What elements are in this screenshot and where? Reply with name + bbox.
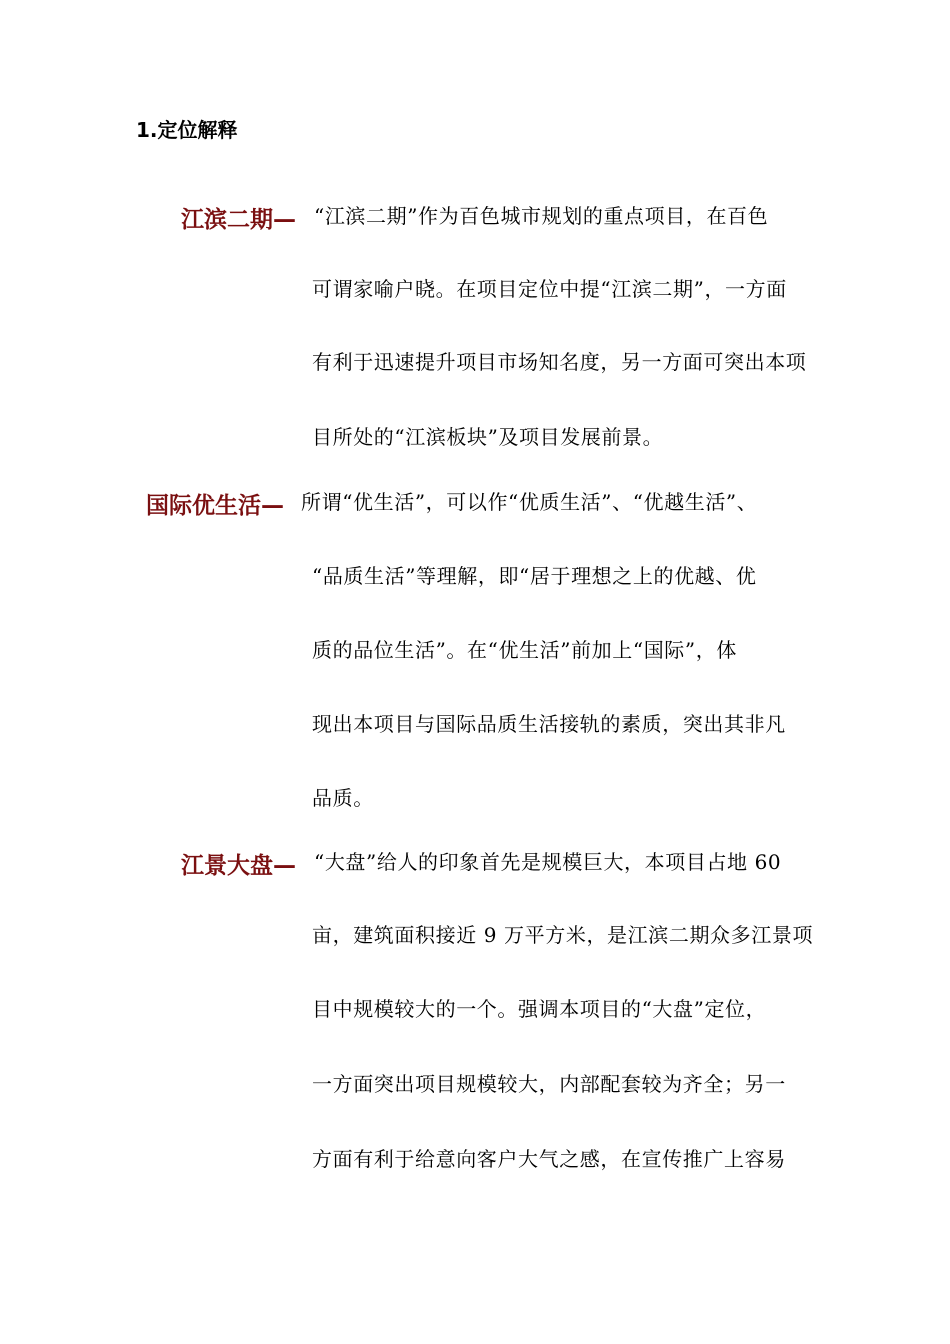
entry-2-line-2: “品质生活”等理解，即“居于理想之上的优越、优 xyxy=(312,564,757,588)
entry-1-line-3: 有利于迅速提升项目市场知名度，另一方面可突出本项 xyxy=(312,350,807,374)
term-guoji-youshenghuo: 国际优生活— xyxy=(146,493,284,519)
entry-1-line-4: 目所处的“江滨板块”及项目发展前景。 xyxy=(312,425,664,449)
section-heading: 1.定位解释 xyxy=(136,118,238,142)
entry-3-line-3: 目中规模较大的一个。强调本项目的“大盘”定位， xyxy=(312,997,767,1021)
entry-2-line-3: 质的品位生活”。在“优生活”前加上“国际”，体 xyxy=(312,638,737,662)
entry-3-line-2: 亩，建筑面积接近 9 万平方米，是江滨二期众多江景项 xyxy=(312,923,814,947)
term-jiangbin-erqi: 江滨二期— xyxy=(181,207,296,233)
entry-2-line-4: 现出本项目与国际品质生活接轨的素质，突出其非凡 xyxy=(312,712,786,736)
entry-2-line-1: 所谓“优生活”，可以作“优质生活”、“优越生活”、 xyxy=(301,490,758,514)
entry-3-line-5: 方面有利于给意向客户大气之感，在宣传推广上容易 xyxy=(312,1147,786,1171)
entry-3-line-1: “大盘”给人的印象首先是规模巨大，本项目占地 60 xyxy=(314,850,782,874)
entry-1-line-1: “江滨二期”作为百色城市规划的重点项目，在百色 xyxy=(314,204,769,228)
term-jiangjing-dapan: 江景大盘— xyxy=(181,853,296,879)
entry-3-line-4: 一方面突出项目规模较大，内部配套较为齐全；另一 xyxy=(312,1072,786,1096)
entry-1-line-2: 可谓家喻户晓。在项目定位中提“江滨二期”，一方面 xyxy=(312,277,787,301)
entry-2-line-5: 品质。 xyxy=(312,786,374,810)
